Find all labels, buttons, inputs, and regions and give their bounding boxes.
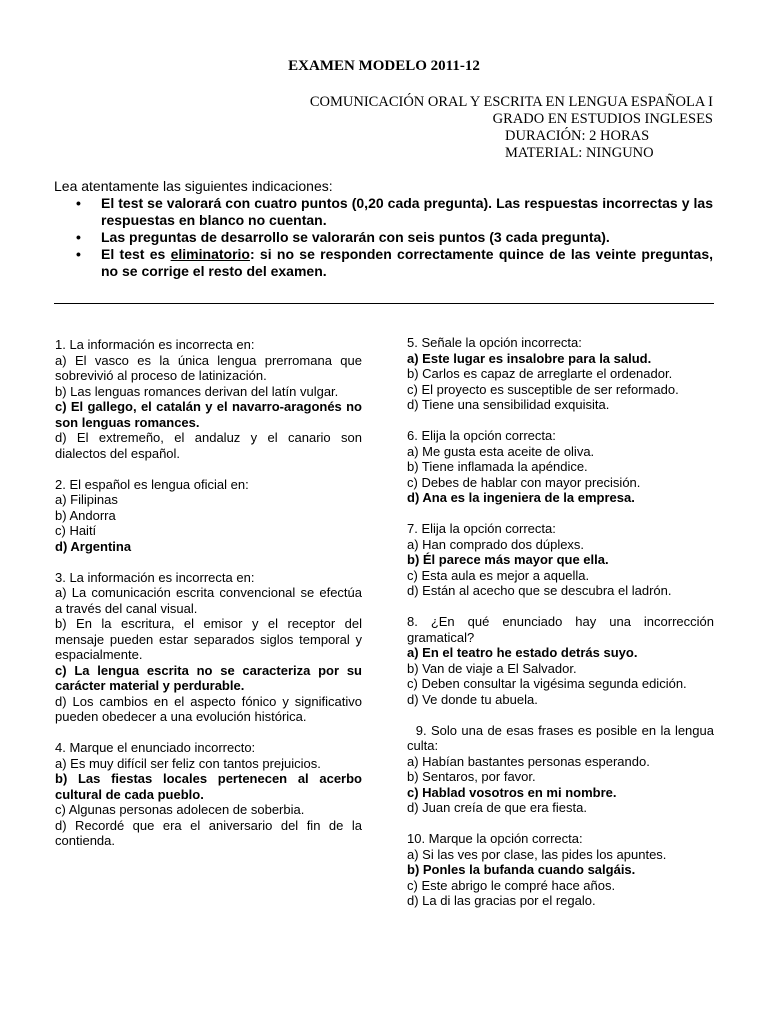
option-d: d) Tiene una sensibilidad exquisita.	[407, 397, 610, 412]
question-3	[55, 570, 362, 725]
course-name: COMUNICACIÓN ORAL Y ESCRITA EN LENGUA ESPAÑOLA I	[309, 94, 713, 110]
instruction-text-start: El test es	[101, 246, 171, 262]
instructions-section	[54, 178, 713, 280]
option-c-answer: c) Hablad vosotros en mi nombre.	[407, 784, 617, 800]
instruction-item	[54, 195, 713, 229]
option-c: c) El proyecto es susceptible de ser reformado.	[407, 381, 679, 397]
option-b-answer: b) Él parece más mayor que ella.	[407, 552, 609, 567]
question-8	[407, 614, 714, 707]
question-stem: 4. Marque el enunciado incorrecto:	[55, 740, 256, 755]
question-stem: 3. La información es incorrecta en:	[55, 569, 255, 585]
option-a: a) Es muy difícil ser feliz con tantos prejuicios.	[55, 755, 321, 771]
question-10	[407, 831, 714, 909]
bullet-icon: •	[76, 246, 81, 262]
instruction-text: El test se valorará con cuatro puntos (0,20 cada pregunta). Las respuestas incorrectas y las respuestas en blanco no cuentan.	[101, 195, 713, 228]
question-stem: 6. Elija la opción correcta:	[407, 428, 556, 443]
option-c: c) Deben consultar la vigésima segunda edición.	[407, 676, 687, 691]
option-d: d) Ve donde tu abuela.	[407, 691, 538, 707]
option-d: d) Están al acecho que se descubra el ladrón.	[407, 583, 672, 598]
option-b: b) Sentaros, por favor.	[407, 769, 536, 784]
option-a: a) La comunicación escrita convencional se efectúa a través del canal visual.	[55, 585, 362, 616]
question-7	[407, 521, 714, 599]
instruction-text-end: : si no se responden correctamente quince de las veinte preguntas, no se corrige el resto del examen.	[101, 246, 713, 279]
option-a-answer: a) Este lugar es insalobre para la salud.	[407, 350, 652, 366]
question-stem: 5. Señale la opción incorrecta:	[407, 335, 582, 350]
option-a: a) Si las ves por clase, las pides los apuntes.	[407, 846, 667, 862]
option-d: d) Los cambios en el aspecto fónico y significativo pueden obedecer a una evolución histórica.	[55, 693, 362, 724]
exam-material: MATERIAL: NINGUNO	[505, 145, 654, 161]
question-stem: 7. Elija la opción correcta:	[407, 521, 556, 536]
option-a-answer: a) En el teatro he estado detrás suyo.	[407, 645, 638, 660]
option-c-answer: c) El gallego, el catalán y el navarro-aragonés no son lenguas romances.	[55, 399, 362, 430]
question-4	[55, 740, 362, 849]
option-b: b) Las lenguas romances derivan del latín vulgar.	[55, 383, 339, 399]
option-c: c) Algunas personas adolecen de soberbia.	[55, 802, 305, 817]
option-b-answer: b) Las fiestas locales pertenecen al acerbo cultural de cada pueblo.	[55, 771, 362, 802]
option-d: d) La di las gracias por el regalo.	[407, 893, 596, 908]
option-a: a) Filipinas	[55, 492, 118, 507]
question-1	[55, 337, 362, 461]
option-c: c) Debes de hablar con mayor precisión.	[407, 474, 641, 490]
option-d: d) Juan creía de que era fiesta.	[407, 800, 587, 815]
option-d-answer: d) Argentina	[55, 538, 132, 554]
question-stem: 1. La información es incorrecta en:	[55, 337, 255, 352]
bullet-icon: •	[76, 195, 81, 211]
option-d: d) El extremeño, el andaluz y el canario son dialectos del español.	[55, 430, 362, 461]
option-a: a) Me gusta esta aceite de oliva.	[407, 443, 595, 459]
question-5	[407, 335, 714, 413]
bullet-icon: •	[76, 229, 81, 245]
question-stem: 2. El español es lengua oficial en:	[55, 476, 249, 492]
option-c: c) Este abrigo le compré hace años.	[407, 877, 616, 893]
exam-duration: DURACIÓN: 2 HORAS	[505, 128, 650, 144]
degree-name: GRADO EN ESTUDIOS INGLESES	[492, 111, 713, 127]
option-a: a) El vasco es la única lengua prerromana que sobrevivió al proceso de latinización.	[55, 352, 362, 383]
option-d: d) Recordé que era el aniversario del fin de la contienda.	[55, 817, 362, 848]
question-6	[407, 428, 714, 506]
option-c: c) Esta aula es mejor a aquella.	[407, 567, 590, 583]
option-c-answer: c) La lengua escrita no se caracteriza por su carácter material y perdurable.	[55, 662, 362, 693]
option-c: c) Haití	[55, 523, 97, 538]
instruction-item	[54, 229, 713, 246]
option-a: a) Han comprado dos dúplexs.	[407, 536, 585, 552]
option-b: b) Andorra	[55, 507, 116, 523]
option-b: b) Tiene inflamada la apéndice.	[407, 459, 588, 474]
option-b: b) Van de viaje a El Salvador.	[407, 660, 577, 676]
exam-header-block	[240, 94, 713, 162]
section-divider	[54, 303, 714, 304]
option-b: b) Carlos es capaz de arreglarte el ordenador.	[407, 366, 673, 381]
question-9	[407, 722, 718, 816]
option-b: b) En la escritura, el emisor y el receptor del mensaje pueden estar separados siglos temporal y espacialmente.	[55, 616, 362, 662]
questions-left-column	[55, 337, 362, 864]
instructions-list	[54, 195, 713, 280]
option-b-answer: b) Ponles la bufanda cuando salgáis.	[407, 862, 636, 877]
question-2	[55, 477, 362, 555]
instructions-intro: Lea atentamente las siguientes indicaciones:	[54, 178, 333, 194]
instruction-item	[54, 246, 713, 280]
questions-right-column	[407, 335, 718, 924]
option-a: a) Habían bastantes personas esperando.	[407, 753, 650, 769]
question-stem: 9. Solo una de esas frases es posible en la lengua culta:	[407, 722, 718, 753]
instruction-underlined-word: eliminatorio	[170, 246, 250, 262]
question-stem: 8. ¿En qué enunciado hay una incorrección gramatical?	[407, 614, 714, 645]
option-d-answer: d) Ana es la ingeniera de la empresa.	[407, 490, 635, 505]
question-stem: 10. Marque la opción correcta:	[407, 831, 583, 846]
instruction-text: Las preguntas de desarrollo se valorarán con seis puntos (3 cada pregunta).	[101, 229, 610, 245]
exam-title: EXAMEN MODELO 2011-12	[288, 58, 480, 74]
